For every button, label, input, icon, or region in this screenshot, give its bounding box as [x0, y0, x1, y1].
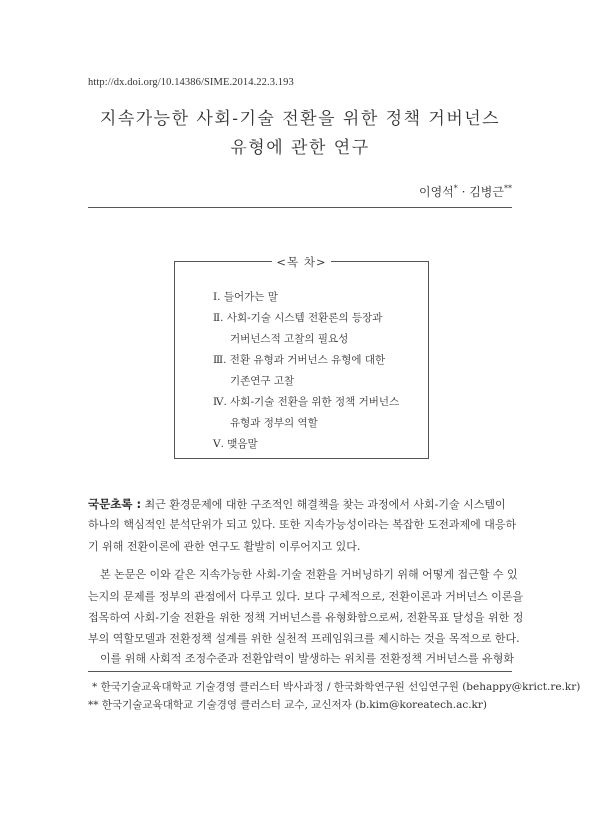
title-divider [88, 207, 512, 208]
toc-item-4: Ⅳ. 사회-기술 전환을 위한 정책 거버넌스 [213, 396, 400, 408]
footnote-1: * 한국기술교육대학교 기술경영 클러스터 박사과정 / 한국화학연구원 선임연구원 (behappy@krict.re.kr) [92, 681, 581, 693]
abstract-line-3: 기 위해 전환이론에 관한 연구도 활발히 이루어지고 있다. [88, 540, 361, 553]
doi-link[interactable]: http://dx.doi.org/10.14386/SIME.2014.22.3.193 [88, 77, 294, 88]
author-list [419, 183, 512, 200]
toc-item-4-cont: 유형과 정부의 역할 [230, 417, 318, 429]
author-2: 김병근 [469, 185, 504, 199]
author-1: 이영석 [418, 185, 454, 199]
toc-item-2: Ⅱ. 사회-기술 시스템 전환론의 등장과 [213, 312, 383, 324]
footnote-divider [88, 671, 512, 672]
paper-title-line-1: 지속가능한 사회-기술 전환을 위한 정책 거버넌스 [99, 109, 501, 129]
abstract-line-4: 본 논문은 이와 같은 지속가능한 사회-기술 전환을 거버닝하기 위해 어떻게 접근할 수 있 [100, 568, 518, 581]
author-2-mark: ** [504, 184, 512, 193]
toc-item-3: Ⅲ. 전환 유형과 거버넌스 유형에 대한 [213, 354, 386, 366]
toc-item-5: Ⅴ. 맺음말 [213, 438, 258, 450]
author-1-mark: * [453, 184, 458, 193]
paper-title-line-2: 유형에 관한 연구 [230, 138, 370, 158]
author-separator: · [457, 185, 470, 199]
toc-item-2-cont: 거버넌스적 고찰의 필요성 [230, 333, 349, 345]
abstract-label: 국문초록 : [88, 497, 142, 511]
toc-item-1: Ⅰ. 들어가는 말 [213, 291, 278, 303]
table-of-contents [174, 255, 429, 459]
toc-title: <목 차> [175, 262, 428, 278]
abstract-line-6: 접목하여 사회-기술 전환을 위한 정책 거버넌스를 유형화함으로써, 전환목표 달성을 위한 정 [88, 611, 524, 624]
toc-item-3-cont: 기존연구 고찰 [230, 375, 295, 387]
footnote-2: ** 한국기술교육대학교 기술경영 클러스터 교수, 교신저자 (b.kim@koreatech.ac.kr) [88, 699, 488, 711]
abstract-line-8: 이를 위해 사회적 조정수준과 전환압력이 발생하는 위치를 전환정책 거버넌스를 유형화 [100, 652, 515, 665]
abstract-line-7: 부의 역할모델과 전환정책 설계를 위한 실천적 프레임워크를 제시하는 것을 목적으로 한다. [88, 632, 520, 645]
abstract-line-2: 하나의 핵심적인 분석단위가 되고 있다. 또한 지속가능성이라는 복잡한 도전과제에 대응하 [88, 518, 517, 531]
abstract-line-1: 국문초록 : 최근 환경문제에 대한 구조적인 해결책을 찾는 과정에서 사회-기술 시스템이 [88, 497, 506, 511]
abstract-line-5: 는지의 문제를 정부의 관점에서 다루고 있다. 보다 구체적으로, 전환이론과 거버넌스 이론을 [88, 590, 524, 603]
